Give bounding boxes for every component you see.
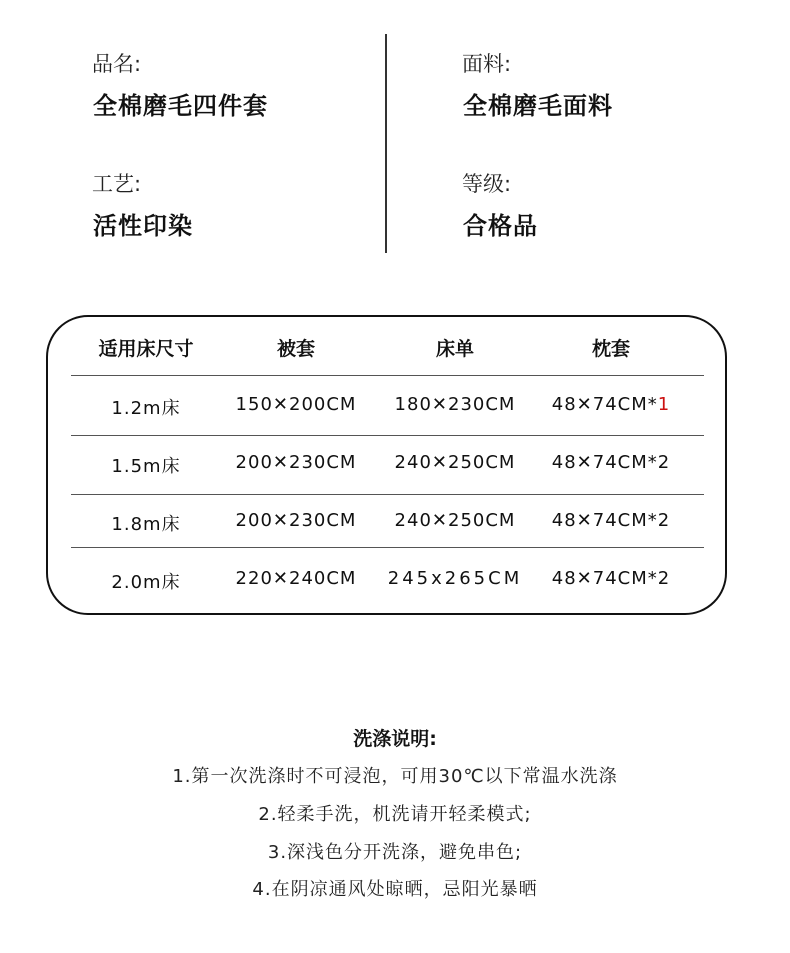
care-line: 4.在阴凉通风处晾晒，忌阳光暴晒 bbox=[252, 879, 538, 900]
duvet-cell: 220✕240CM bbox=[235, 568, 357, 589]
care-line: 1.第一次洗涤时不可浸泡，可用30℃以下常温水洗涤 bbox=[172, 766, 618, 787]
header-pillowcase: 枕套 bbox=[591, 338, 630, 360]
care-line: 2.轻柔手洗，机洗请开轻柔模式; bbox=[258, 804, 532, 825]
pillowcase-size: 48✕74CM* bbox=[551, 394, 658, 415]
row-divider bbox=[71, 375, 704, 376]
header-sheet: 床单 bbox=[435, 338, 474, 360]
row-divider bbox=[71, 435, 704, 436]
header-duvet: 被套 bbox=[276, 338, 315, 360]
name-value: 全棉磨毛四件套 bbox=[93, 92, 268, 120]
care-line: 3.深浅色分开洗涤，避免串色; bbox=[267, 842, 523, 863]
pillowcase-cell: 48✕74CM*2 bbox=[551, 452, 671, 473]
bed-size-cell: 1.2m床 bbox=[111, 398, 181, 419]
sheet-cell: 245x265CM bbox=[387, 568, 523, 589]
craft-value: 活性印染 bbox=[93, 212, 193, 240]
sheet-cell: 240✕250CM bbox=[394, 452, 516, 473]
fabric-value: 全棉磨毛面料 bbox=[463, 92, 613, 120]
duvet-cell: 200✕230CM bbox=[235, 452, 357, 473]
header-bed-size: 适用床尺寸 bbox=[98, 338, 194, 360]
pillowcase-quantity: 1 bbox=[657, 394, 671, 415]
bed-size-cell: 2.0m床 bbox=[111, 572, 181, 593]
bed-size-cell: 1.8m床 bbox=[111, 514, 181, 535]
duvet-cell: 150✕200CM bbox=[235, 394, 357, 415]
grade-label: 等级: bbox=[462, 172, 512, 196]
care-title: 洗涤说明: bbox=[353, 728, 437, 750]
duvet-cell: 200✕230CM bbox=[235, 510, 357, 531]
pillowcase-cell bbox=[536, 394, 686, 415]
pillowcase-cell: 48✕74CM*2 bbox=[551, 568, 671, 589]
row-divider bbox=[71, 494, 704, 495]
grade-value: 合格品 bbox=[463, 212, 538, 240]
pillowcase-cell: 48✕74CM*2 bbox=[551, 510, 671, 531]
row-divider bbox=[71, 547, 704, 548]
sheet-cell: 180✕230CM bbox=[394, 394, 516, 415]
craft-label: 工艺: bbox=[92, 172, 142, 196]
fabric-label: 面料: bbox=[462, 52, 512, 76]
name-label: 品名: bbox=[92, 52, 142, 76]
bed-size-cell: 1.5m床 bbox=[111, 456, 181, 477]
sheet-cell: 240✕250CM bbox=[394, 510, 516, 531]
info-divider bbox=[385, 34, 387, 253]
